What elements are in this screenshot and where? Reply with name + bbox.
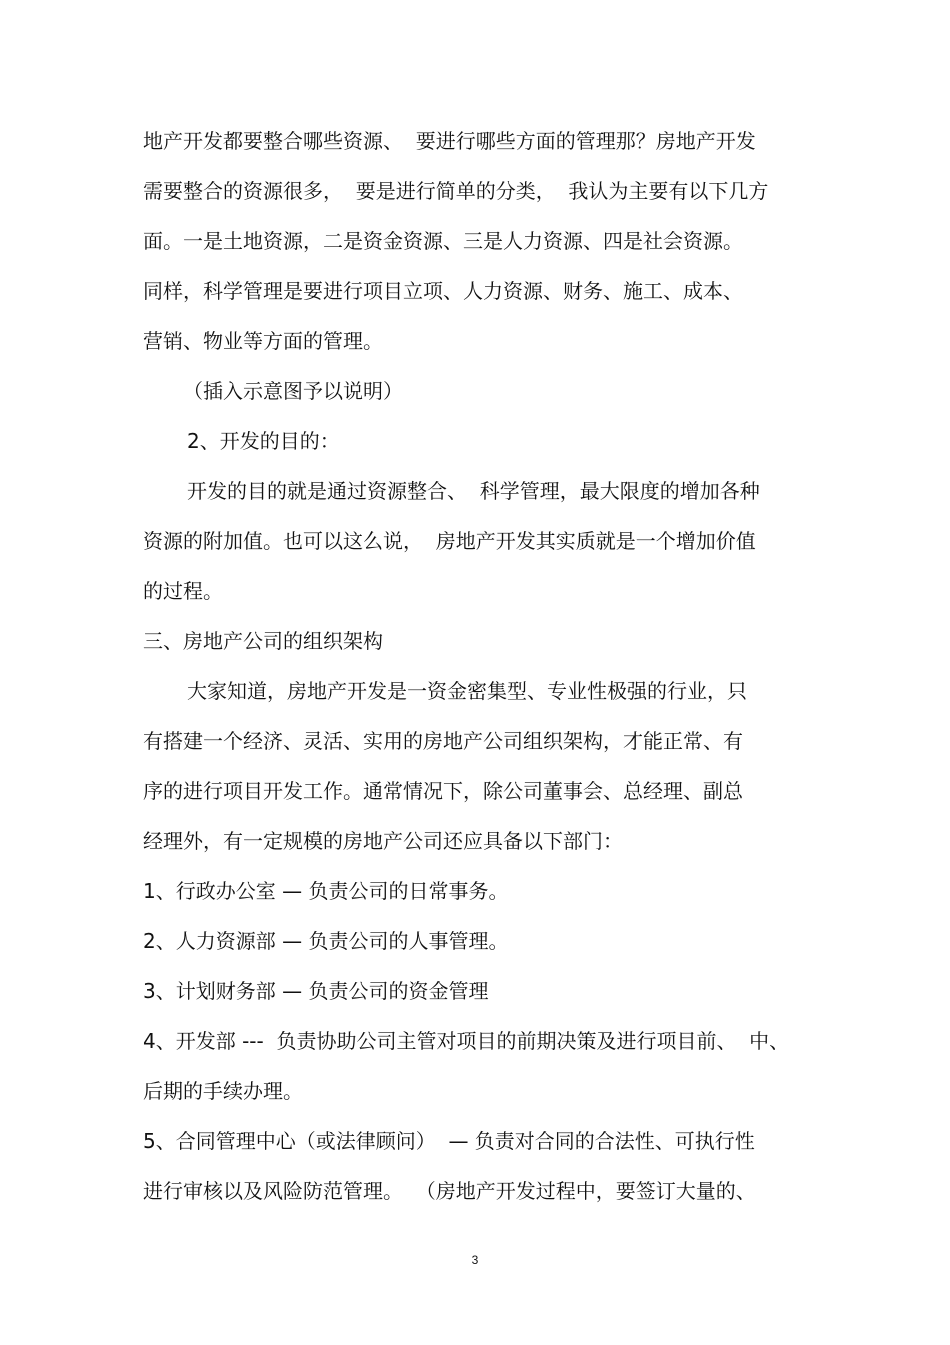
text-line-4: 同样，科学管理是要进行项目立项、人力资源、财务、施工、成本、 [143, 279, 743, 303]
text-line-3: 面。一是土地资源，二是资金资源、三是人力资源、四是社会资源。 [143, 229, 743, 253]
list-item-3: 3、计划财务部 — 负责公司的资金管理 [143, 979, 489, 1003]
text-line-2: 需要整合的资源很多， 要是进行简单的分类， 我认为主要有以下几方 [143, 179, 769, 203]
text-line-1: 地产开发都要整合哪些资源、 要进行哪些方面的管理那？房地产开发 [143, 129, 756, 153]
page-number: 3 [471, 1253, 479, 1267]
text-line-13: 有搭建一个经济、灵活、实用的房地产公司组织架构，才能正常、有 [143, 729, 743, 753]
list-item-5: 5、合同管理中心（或法律顾问） — 负责对合同的合法性、可执行性 [143, 1129, 755, 1153]
list-item-1: 1、行政办公室 — 负责公司的日常事务。 [143, 879, 509, 903]
text-line-9: 资源的附加值。也可以这么说， 房地产开发其实质就是一个增加价值 [143, 529, 756, 553]
list-item-2: 2、人力资源部 — 负责公司的人事管理。 [143, 929, 509, 953]
text-line-15: 经理外，有一定规模的房地产公司还应具备以下部门： [143, 829, 623, 853]
text-line-10: 的过程。 [143, 579, 223, 603]
list-item-5-cont: 进行审核以及风险防范管理。 （房地产开发过程中，要签订大量的、 [143, 1179, 756, 1203]
list-item-4: 4、开发部 --- 负责协助公司主管对项目的前期决策及进行项目前、 中、 [143, 1029, 790, 1053]
section-heading-3: 三、房地产公司的组织架构 [143, 629, 383, 653]
text-line-12: 大家知道，房地产开发是一资金密集型、专业性极强的行业，只 [187, 679, 747, 703]
list-item-4-cont: 后期的手续办理。 [143, 1079, 303, 1103]
text-line-5: 营销、物业等方面的管理。 [143, 329, 383, 353]
text-line-8: 开发的目的就是通过资源整合、 科学管理，最大限度的增加各种 [187, 479, 760, 503]
text-line-6: （插入示意图予以说明） [183, 379, 403, 403]
section-heading-2: 2、开发的目的： [187, 429, 340, 453]
text-line-14: 序的进行项目开发工作。通常情况下，除公司董事会、总经理、副总 [143, 779, 743, 803]
